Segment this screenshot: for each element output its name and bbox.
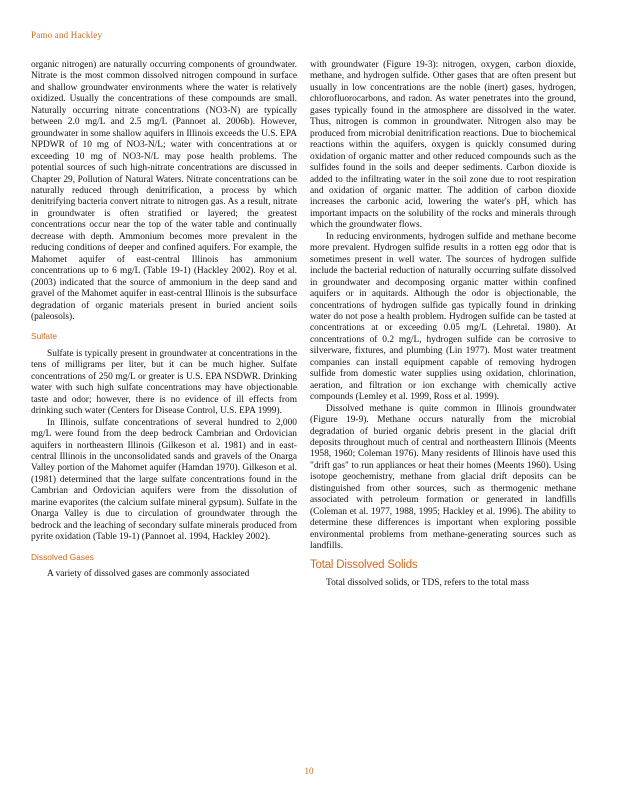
heading-dissolved-gases: Dissolved Gases [31,551,94,562]
page-number: 10 [304,766,314,776]
running-head: Pamo and Hackley [31,30,103,40]
paragraph-sulfate-1: Sulfate is typically present in groundwater at concentrations in the tens of milligrams per liter, but it can be much higher. Sulfate concentrations of 250 mg/L or greater is U.S. EPA NSDWR. Drinking water with such high sulfate concentrations may have objectionable taste and odor; however, there is no evidence of ill effects from drinking such water (Centers for Disease Control, U.S. EPA 1999). [31,348,297,417]
right-column [310,60,576,589]
paragraph-methane: Dissolved methane is quite common in Illinois groundwater (Figure 19-9). Methane occurs naturally from the microbial degradation of buried organic debris present in the glacial drift deposits throughout much of central and northeastern Illinois (Meents 1958, 1960; Coleman 1976). Many residents of Illinois have used this "drift gas" to run appliances or heat their homes (Meents 1960). Using isotope geochemistry, methane from glacial drift deposits can be distinguished from other sources, such as thermogenic methane associated with petroleum formation or generated in landfills (Coleman et al. 1977, 1988, 1995; Hackley et al. 1996). The ability to determine these differences is important when exploring possible environmental problems from methane-generating sources such as landfills. [310,403,576,552]
left-column [31,60,297,580]
paragraph-sulfate-2: In Illinois, sulfate concentrations of several hundred to 2,000 mg/L were found from the deep bedrock Cambrian and Ordovician aquifers in northeastern Illinois (Gilkeson et al. 1981) and in east-central Illinois in the unconsolidated sands and gravels of the Onarga Valley portion of the Mahomet aquifer (Hamdan 1970). Gilkeson et al. (1981) determined that the large sulfate concentrations found in the Cambrian and Ordovician aquifers were from the dissolution of marine evaporites (the calcium sulfate mineral gypsum). Sulfate in the Onarga Valley is due to circulation of groundwater through the bedrock and the leaching of secondary sulfate minerals produced from pyrite oxidation (Table 19-1) (Pannoet al. 1994, Hackley 2002). [31,417,297,543]
heading-sulfate: Sulfate [31,331,58,342]
paragraph-gases-start: A variety of dissolved gases are commonly associated [47,569,250,580]
paragraph-tds-start: Total dissolved solids, or TDS, refers to the total mass [326,577,530,588]
paragraph-nitrogen: organic nitrogen) are naturally occurring components of groundwater. Nitrate is the most common dissolved nitrogen compound in surface and shallow groundwater environments where the water is relatively oxidized. Usually the concentrations of these compounds are small. Naturally occurring nitrate concentrations (NO3-N) are typically between 2.0 mg/L and 2.5 mg/L (Pannoet al. 2006b). However, groundwater in some shallow aquifers in Illinois exceeds the U.S. EPA NPDWR of 10 mg of NO3-N/L; water with concentrations at or exceeding 10 mg of NO3-N/L may pose health problems. The potential sources of such high-nitrate concentrations are discussed in Chapter 29, Pollution of Natural Waters. Nitrate concentrations can be naturally reduced through denitrification, a process by which denitrifying bacteria convert nitrate to nitrogen gas. As a result, nitrate in groundwater is often stratified or layered; the greatest concentrations occur near the top of the water table and continually decrease with depth. Ammonium becomes more prevalent in the reducing conditions of deeper and confined aquifers. For example, the Mahomet aquifer of east-central Illinois has ammonium concentrations up to 6 mg/L (Table 19-1) (Hackley 2002). Roy et al. (2003) indicated that the source of ammonium in the deep sand and gravel of the Mahomet aquifer in east-central Illinois is the subsurface degradation of organic materials present in buried ancient soils (paleosols). [31,60,297,322]
paragraph-gases-cont: with groundwater (Figure 19-3): nitrogen, oxygen, carbon dioxide, methane, and hydrogen sulfide. Other gases that are often present but usually in low concentrations are the noble (inert) gases, hydrogen, chlorofluorocarbons, and radon. As water penetrates into the ground, gases typically found in the atmosphere are dissolved in the water. Thus, nitrogen is common in groundwater. Nitrogen also may be produced from microbial denitrification reactions. Due to biochemical reactions within the aquifers, oxygen is quickly consumed during oxidation of organic matter and other reduced compounds such as the sulfides found in the soils and deeper sediments. Carbon dioxide is added to the infiltrating water in the soil zone due to root respiration and oxidation of organic matter. The addition of carbon dioxide increases the carbonic acid, lowering the water's pH, which has important impacts on the solubility of the rocks and minerals through which the groundwater flows. [310,60,576,231]
paragraph-hydrogen-sulfide: In reducing environments, hydrogen sulfide and methane become more prevalent. Hydrogen sulfide results in a rotten egg odor that is sometimes present in well water. The sources of hydrogen sulfide include the bacterial reduction of naturally occurring sulfate dissolved in groundwater and decomposing organic matter within confined aquifers or in aquitards. Although the odor is objectionable, the concentrations of hydrogen sulfide gas typically found in drinking water do not pose a health problem. Hydrogen sulfide can be tasted at concentrations at or exceeding 0.05 mg/L (Lehretal. 1980). At concentrations of 0.2 mg/L, hydrogen sulfide can be corrosive to silverware, fixtures, and plumbing (Lin 1977). Most water treatment companies can install equipment capable of removing hydrogen sulfide from domestic water supplies using oxidation, chlorination, aeration, and filtration or ion exchange with chemically active compounds (Lemley et al. 1999, Ross et al. 1999). [310,231,576,403]
heading-total-dissolved-solids: Total Dissolved Solids [310,559,418,572]
